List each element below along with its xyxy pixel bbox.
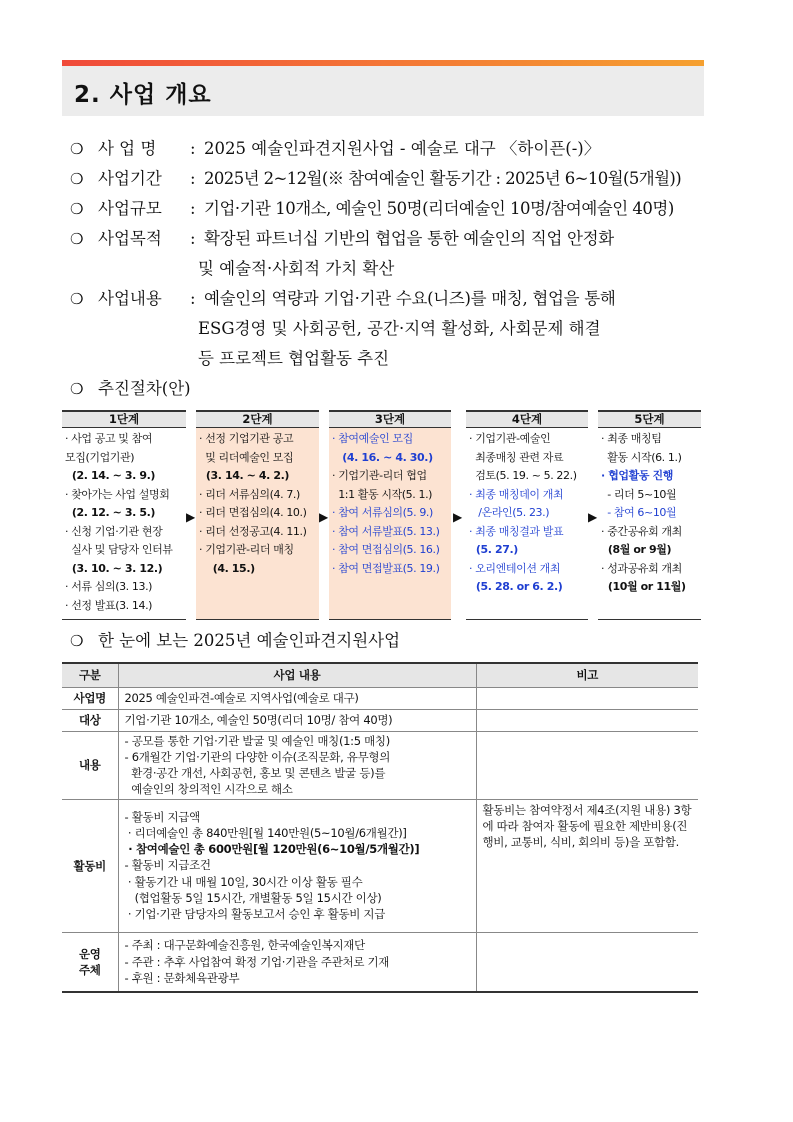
stage-line: · 서류 심의(3. 13.) (65, 580, 153, 593)
bullet-icon: ❍ (70, 200, 84, 218)
table-header-cell: 사업 내용 (118, 663, 476, 687)
content-line: - 주관 : 추후 사업참여 확정 기업·기관을 주관처로 기재 (124, 954, 390, 969)
content-line: · 활동기간 내 매월 10일, 30시간 이상 활동 필수 (124, 874, 363, 889)
stage-line: - 리더 5~10월 (601, 487, 677, 501)
stage-line: /온라인(5. 23.) (469, 506, 550, 519)
overview-label: 사업규모 (98, 199, 162, 218)
content-line: 예술인의 창의적인 시각으로 해소 (124, 782, 293, 797)
content-line: 환경·공간 개선, 사회공헌, 홍보 및 콘텐츠 발굴 등)를 (124, 766, 386, 780)
stage-line: · 기업기관-예술인 (469, 432, 551, 445)
stage-line: · 최종 매칭데이 개최 (469, 487, 564, 501)
content-line: · 참여예술인 총 600만원[월 120만원(6~10월/5개월간)] (124, 842, 420, 857)
stage-line: (3. 10. ~ 3. 12.) (65, 561, 163, 575)
section-title: 2. 사업 개요 (74, 82, 212, 108)
procedure-title-text: 추진절차(안) (98, 379, 191, 398)
content-line: - 주최 : 대구문화예술진흥원, 한국예술인복지재단 (124, 938, 365, 953)
overview-value-cont: ESG경영 및 사회공헌, 공간·지역 활성화, 사회문제 해결 (198, 319, 601, 338)
row-label: 내용 (62, 731, 118, 799)
stage-line: · 최종 매칭팀 (601, 432, 662, 445)
stage-4 (466, 410, 588, 620)
stage-body (598, 428, 701, 620)
overview-value: 2025년 2~12월(※ 참여예술인 활동기간 : 2025년 6~10월(5개월)) (204, 169, 682, 188)
stage-line: · 참여 서류발표(5. 13.) (332, 524, 440, 538)
glance-title-text: 한 눈에 보는 2025년 예술인파견지원사업 (98, 631, 401, 650)
stage-line: 활동 시작(6. 1.) (601, 450, 682, 464)
stage-line: · 선정 기업기관 공고 (199, 432, 294, 445)
content-line: · 리더예술인 총 840만원[월 140만원(5~10월/6개월간)] (124, 825, 407, 840)
stage-line: · 성과공유회 개최 (601, 561, 682, 575)
stage-title: 1단계 (62, 410, 186, 428)
stage-line: 모집(기업기관) (65, 450, 135, 464)
row-content (118, 799, 476, 932)
stage-line: - 참여 6~10월 (601, 506, 677, 519)
stage-line: 최종매칭 관련 자료 (469, 450, 564, 464)
table-row (62, 731, 698, 799)
stage-line: 검토(5. 19. ~ 5. 22.) (469, 469, 577, 482)
glance-title (70, 626, 400, 656)
row-content (118, 932, 476, 992)
overview-item-name: ❍ 사 업 명 : 2025 예술인파견지원사업 - 예술로 대구 〈하이픈(-)〉 (70, 134, 600, 164)
stage-body (466, 428, 588, 620)
content-line: - 공모를 통한 기업·기관 발굴 및 예술인 매칭(1:5 매칭) (124, 733, 390, 748)
stage-line: (2. 12. ~ 3. 5.) (65, 506, 156, 519)
overview-label: 사 업 명 (98, 139, 157, 158)
stage-line: · 기업기관-리더 협업 (332, 469, 427, 482)
stage-line: · 참여 면접발표(5. 19.) (332, 561, 440, 575)
stage-line: · 협업활동 진행 (601, 469, 673, 482)
stage-body (196, 428, 319, 620)
row-note (476, 687, 698, 709)
content-line: - 6개월간 기업·기관의 다양한 이슈(조직문화, 유무형의 (124, 749, 391, 764)
stage-line: (5. 28. or 6. 2.) (469, 580, 563, 593)
row-note (476, 731, 698, 799)
bullet-icon: ❍ (70, 230, 84, 248)
row-note: 활동비는 참여약정서 제4조(지원 내용) 3항에 따라 참여자 활동에 필요한 제반비용(진행비, 교통비, 식비, 회의비 등)을 포함함. (476, 799, 698, 932)
stage-line: (5. 27.) (469, 543, 518, 556)
stage-1 (62, 410, 186, 620)
table-row (62, 687, 698, 709)
stage-title: 2단계 (196, 410, 319, 428)
content-line: - 후원 : 문화체육관광부 (124, 970, 240, 985)
header-accent-bar (62, 60, 704, 66)
stage-title: 3단계 (329, 410, 451, 428)
stage-line: · 사업 공고 및 참여 (65, 432, 153, 445)
overview-item-scale: ❍ 사업규모 : 기업·기관 10개소, 예술인 50명(리더예술인 10명/참여예술인 40명) (70, 194, 674, 224)
table-header-cell: 비고 (476, 663, 698, 687)
table-row (62, 799, 698, 932)
section-header (62, 60, 704, 116)
bullet-icon: ❍ (70, 290, 84, 308)
overview-label: 사업기간 (98, 169, 162, 188)
overview-value: 기업·기관 10개소, 예술인 50명(리더예술인 10명/참여예술인 40명) (204, 199, 674, 218)
stage-title: 5단계 (598, 410, 701, 428)
stage-line: (3. 14. ~ 4. 2.) (199, 469, 290, 482)
content-line: 2025 예술인파견-예술로 지역사업(예술로 대구) (124, 690, 359, 705)
bullet-icon: ❍ (70, 632, 84, 650)
stage-line: · 리더 면접심의(4. 10.) (199, 506, 307, 519)
stage-title: 4단계 (466, 410, 588, 428)
stage-body (329, 428, 451, 620)
stage-3 (329, 410, 451, 620)
overview-item-content: ❍ 사업내용 : 예술인의 역량과 기업·기관 수요(니즈)를 매칭, 협업을 통해 (70, 284, 616, 314)
stage-line: · 찾아가는 사업 설명회 (65, 487, 170, 501)
stage-2 (196, 410, 319, 620)
stage-line: (4. 16. ~ 4. 30.) (332, 450, 433, 464)
summary-table (62, 662, 698, 993)
overview-value: 확장된 파트너십 기반의 협업을 통한 예술인의 직업 안정화 (204, 229, 614, 248)
stage-line: 실사 및 담당자 인터뷰 (65, 543, 173, 556)
stage-line: (4. 15.) (199, 561, 255, 575)
stage-line: 및 리더예술인 모집 (199, 450, 294, 464)
content-line: · 기업·기관 담당자의 활동보고서 승인 후 활동비 지급 (124, 907, 386, 921)
overview-label: 사업목적 (98, 229, 162, 248)
arrow-right-icon: ▶ (453, 510, 463, 524)
stage-line: · 선정 발표(3. 14.) (65, 598, 153, 612)
stage-line: (2. 14. ~ 3. 9.) (65, 469, 156, 482)
bullet-icon: ❍ (70, 140, 84, 158)
stage-line: (10월 or 11월) (601, 580, 686, 593)
arrow-right-icon: ▶ (319, 510, 329, 524)
stage-line: · 참여 서류심의(5. 9.) (332, 506, 433, 519)
stage-line: · 리더 선정공고(4. 11.) (199, 524, 307, 538)
stage-line: · 최종 매칭결과 발표 (469, 524, 564, 538)
stage-line: 1:1 활동 시작(5. 1.) (332, 487, 433, 501)
stage-line: · 신청 기업·기관 현장 (65, 524, 163, 538)
row-note (476, 932, 698, 992)
overview-value-cont: 등 프로젝트 협업활동 추진 (198, 349, 390, 368)
stage-body (62, 428, 186, 620)
row-note (476, 709, 698, 731)
stage-line: · 참여예술인 모집 (332, 432, 413, 445)
stage-line: · 중간공유회 개최 (601, 524, 682, 538)
stage-line: (8월 or 9월) (601, 543, 672, 556)
table-header-cell: 구분 (62, 663, 118, 687)
stage-line: · 기업기관-리더 매칭 (199, 543, 294, 556)
table-row (62, 932, 698, 992)
bullet-icon: ❍ (70, 380, 84, 398)
stage-line: · 참여 면접심의(5. 16.) (332, 543, 440, 556)
row-label: 대상 (62, 709, 118, 731)
overview-item-purpose: ❍ 사업목적 : 확장된 파트너십 기반의 협업을 통한 예술인의 직업 안정화 (70, 224, 614, 254)
overview-value: 예술인의 역량과 기업·기관 수요(니즈)를 매칭, 협업을 통해 (204, 289, 616, 308)
row-label: 사업명 (62, 687, 118, 709)
arrow-right-icon: ▶ (186, 510, 196, 524)
overview-value-cont: 및 예술적·사회적 가치 확산 (198, 259, 395, 278)
table-row (62, 709, 698, 731)
content-line: 기업·기관 10개소, 예술인 50명(리더 10명/ 참여 40명) (124, 712, 393, 727)
procedure-title (70, 374, 191, 404)
content-line: - 활동비 지급액 (124, 809, 200, 824)
stage-5 (598, 410, 701, 620)
content-line: - 활동비 지급조건 (124, 858, 211, 873)
content-line: (협업활동 5일 15시간, 개별활동 5일 15시간 이상) (124, 890, 382, 905)
stage-line: · 리더 서류심의(4. 7.) (199, 487, 300, 501)
row-content (118, 731, 476, 799)
arrow-right-icon: ▶ (588, 510, 598, 524)
overview-value: 2025 예술인파견지원사업 - 예술로 대구 〈하이픈(-)〉 (204, 139, 601, 158)
stage-line: · 오리엔테이션 개최 (469, 561, 561, 575)
bullet-icon: ❍ (70, 170, 84, 188)
row-label-line: 주체 (78, 962, 101, 977)
row-label (62, 932, 118, 992)
table-header-row (62, 663, 698, 687)
row-content (118, 687, 476, 709)
row-label-line: 운영 (78, 946, 101, 961)
row-label: 활동비 (62, 799, 118, 932)
overview-item-period: ❍ 사업기간 : 2025년 2~12월(※ 참여예술인 활동기간 : 2025년 6~10월(5개월)) (70, 164, 681, 194)
row-content (118, 709, 476, 731)
overview-label: 사업내용 (98, 289, 162, 308)
